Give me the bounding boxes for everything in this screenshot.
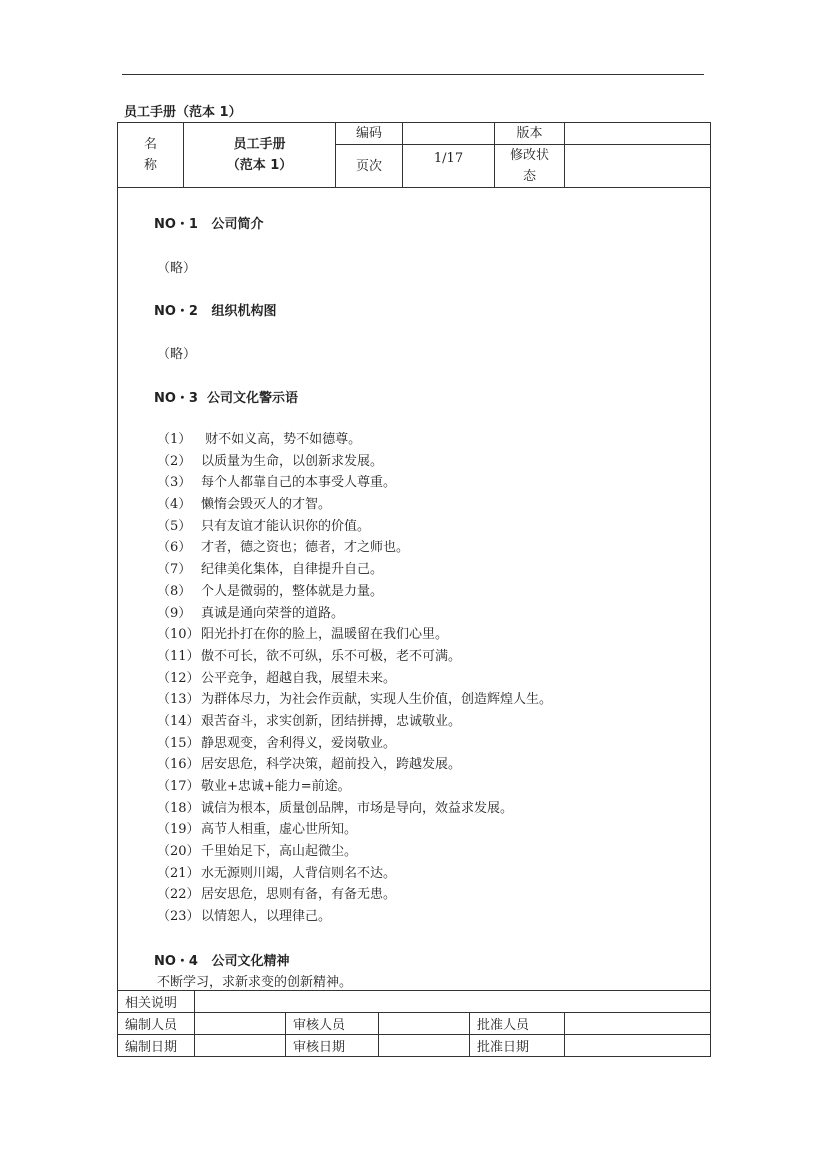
motto-item: [157, 689, 552, 711]
section-2-body: （略）: [157, 347, 197, 362]
code-label: 编码: [336, 123, 403, 145]
motto-item: [157, 581, 552, 603]
motto-number: （13）: [157, 692, 200, 708]
reviewer-value: [379, 1013, 470, 1035]
motto-number: （7）: [157, 562, 192, 578]
section-1-heading: NO・1 公司简介: [154, 217, 264, 232]
motto-number: （5）: [157, 518, 192, 534]
notes-label: 相关说明: [118, 991, 195, 1013]
header-table: [117, 122, 711, 188]
editor-value: [195, 1013, 286, 1035]
section-4-body: 不断学习，求新求变的创新精神。: [157, 975, 353, 990]
motto-text: 每个人都靠自己的本事受人尊重。: [201, 475, 397, 491]
motto-number: （21）: [157, 865, 200, 881]
name-label-line-1: 名: [143, 137, 157, 152]
revision-label-cell: [495, 145, 565, 188]
motto-text: 静思观变，舍利得义，爱岗敬业。: [201, 735, 397, 751]
version-value: [565, 123, 711, 145]
motto-text: 水无源则川竭，人背信则名不达。: [201, 865, 397, 881]
motto-item: [157, 668, 552, 690]
motto-text: 个人是微弱的，整体就是力量。: [201, 583, 384, 599]
motto-text: 敬业+忠诚+能力=前途。: [201, 779, 351, 794]
motto-text: 才者，德之资也；德者，才之师也。: [201, 540, 410, 556]
motto-number: （4）: [157, 497, 192, 513]
motto-item: [157, 819, 552, 841]
motto-text: 懒惰会毁灭人的才智。: [201, 497, 332, 513]
motto-item: [157, 711, 552, 733]
review-date-value: [379, 1035, 470, 1057]
section-1-body: （略）: [157, 261, 197, 276]
name-label-line-2: 称: [143, 158, 157, 173]
section-3-heading: NO・3 公司文化警示语: [154, 391, 299, 406]
section-4-heading: NO・4 公司文化精神: [154, 954, 290, 969]
motto-item: [157, 646, 552, 668]
approver-value: [565, 1013, 711, 1035]
motto-item: [157, 472, 552, 494]
motto-text: 居安思危，科学决策，超前投入，跨越发展。: [201, 757, 462, 773]
motto-item: [157, 559, 552, 581]
motto-text: 阳光扑打在你的脸上，温暖留在我们心里。: [201, 627, 449, 643]
motto-number: （3）: [157, 475, 192, 491]
doc-name-line-1: 员工手册: [233, 137, 286, 152]
motto-item: [157, 841, 552, 863]
motto-text: 居安思危，思则有备，有备无患。: [201, 887, 397, 903]
motto-number: （12）: [157, 670, 200, 686]
motto-text: 为群体尽力，为社会作贡献，实现人生价值，创造辉煌人生。: [201, 692, 553, 708]
motto-number: （18）: [157, 800, 200, 816]
editor-label: 编制人员: [118, 1013, 195, 1035]
motto-item: [157, 429, 552, 451]
motto-item: [157, 494, 552, 516]
edit-date-value: [195, 1035, 286, 1057]
notes-value: [195, 991, 711, 1013]
motto-text: 财不如义高，势不如德尊。: [201, 432, 362, 447]
revision-label-line-1: 修改状: [509, 148, 549, 163]
document-title: 员工手册（范本 1）: [124, 105, 242, 120]
motto-number: （14）: [157, 713, 200, 729]
motto-item: [157, 798, 552, 820]
motto-item: [157, 884, 552, 906]
motto-text: 高节人相重，虚心世所知。: [201, 822, 358, 838]
motto-number: （1）: [157, 432, 192, 447]
motto-item: [157, 603, 552, 625]
approve-date-label: 批准日期: [470, 1035, 565, 1057]
motto-text: 纪律美化集体，自律提升自己。: [201, 562, 384, 578]
motto-item: [157, 906, 552, 928]
motto-item: [157, 754, 552, 776]
motto-number: （17）: [157, 779, 200, 794]
motto-item: [157, 776, 552, 798]
motto-number: （10）: [157, 627, 200, 643]
motto-number: （23）: [157, 909, 200, 925]
motto-number: （6）: [157, 540, 192, 556]
code-value: [403, 123, 495, 145]
motto-number: （19）: [157, 822, 200, 838]
motto-text: 只有友谊才能认识你的价值。: [201, 518, 371, 534]
revision-label-line-2: 态: [522, 169, 536, 184]
motto-text: 以质量为生命，以创新求发展。: [201, 453, 384, 469]
motto-item: [157, 537, 552, 559]
motto-number: （9）: [157, 605, 192, 621]
name-label-cell: [118, 123, 184, 188]
motto-number: （16）: [157, 757, 200, 773]
motto-number: （8）: [157, 583, 192, 599]
revision-value: [565, 145, 711, 188]
motto-number: （20）: [157, 844, 200, 860]
page-value: 1/17: [403, 145, 495, 188]
motto-item: [157, 863, 552, 885]
review-date-label: 审核日期: [286, 1035, 379, 1057]
doc-name-line-2: （范本 1）: [226, 158, 293, 173]
motto-number: （11）: [157, 648, 200, 664]
motto-text: 以情恕人，以理律己。: [201, 909, 332, 925]
motto-text: 千里始足下，高山起微尘。: [201, 844, 358, 860]
motto-item: [157, 624, 552, 646]
motto-list: [157, 429, 552, 928]
motto-text: 艰苦奋斗，求实创新，团结拼搏，忠诚敬业。: [201, 713, 462, 729]
motto-text: 诚信为根本，质量创品牌，市场是导向，效益求发展。: [201, 800, 514, 816]
motto-item: [157, 516, 552, 538]
motto-text: 真诚是通向荣誉的道路。: [201, 605, 345, 621]
approve-date-value: [565, 1035, 711, 1057]
top-rule: [122, 74, 704, 75]
page-label: 页次: [336, 145, 403, 188]
approver-label: 批准人员: [470, 1013, 565, 1035]
footer-table: [117, 990, 711, 1057]
motto-item: [157, 733, 552, 755]
motto-item: [157, 451, 552, 473]
edit-date-label: 编制日期: [118, 1035, 195, 1057]
motto-text: 傲不可长，欲不可纵，乐不可极，老不可满。: [201, 648, 462, 664]
motto-number: （2）: [157, 453, 192, 469]
motto-number: （15）: [157, 735, 200, 751]
motto-text: 公平竞争，超越自我，展望未来。: [201, 670, 397, 686]
version-label: 版本: [495, 123, 565, 145]
section-2-heading: NO・2 组织机构图: [154, 304, 277, 319]
motto-number: （22）: [157, 887, 200, 903]
reviewer-label: 审核人员: [286, 1013, 379, 1035]
doc-name-cell: [184, 123, 336, 188]
